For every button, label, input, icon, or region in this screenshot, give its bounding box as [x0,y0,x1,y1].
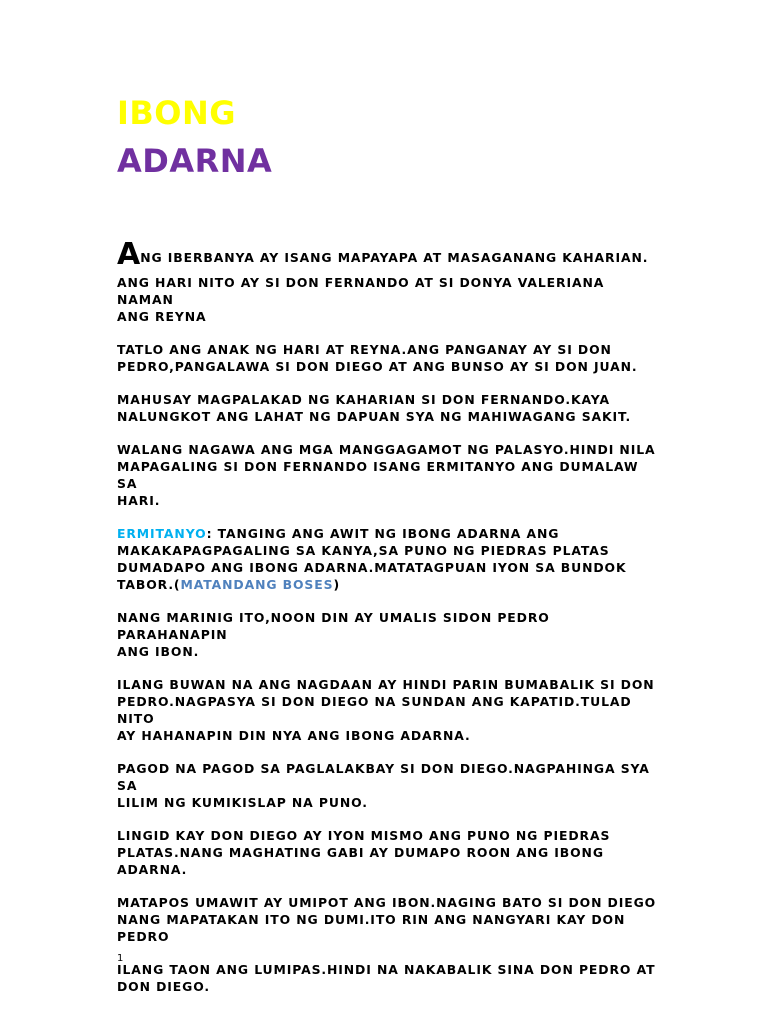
paragraph-2: TATLO ANG ANAK NG HARI AT REYNA.ANG PANGANAY AY SI DON PEDRO,PANGALAWA SI DON DIEGO AT ANG BUNSO AY SI DON JUAN. [117,342,638,374]
dialogue-aside: MATANDANG BOSES [180,577,334,592]
paragraph-6: NANG MARINIG ITO,NOON DIN AY UMALIS SIDON PEDRO PARAHANAPIN ANG IBON. [117,610,550,659]
drop-cap: A [117,237,141,272]
dialogue-paragraph [117,525,657,593]
speaker-colon: : [206,526,213,541]
paragraph-4: WALANG NAGAWA ANG MGA MANGGAGAMOT NG PALASYO.HINDI NILA MAPAGALING SI DON FERNANDO ISANG ERMITANYO ANG DUMALAW SA HARI. [117,442,656,508]
story-body [117,237,657,1011]
title-line-1: IBONG [117,94,237,132]
paragraph-10: MATAPOS UMAWIT AY UMIPOT ANG IBON.NAGING BATO SI DON DIEGO NANG MAPATAKAN ITO NG DUMI.ITO RIN ANG NANGYARI KAY DON PEDRO [117,895,657,944]
paragraph-11: ILANG TAON ANG LUMIPAS.HINDI NA NAKABALIK SINA DON PEDRO AT DON DIEGO. [117,962,656,994]
first-line-text: NG IBERBANYA AY ISANG MAPAYAPA AT MASAGANANG KAHARIAN. [140,250,649,265]
page-number: 1 [117,953,124,964]
paragraph-1: ANG HARI NITO AY SI DON FERNANDO AT SI DONYA VALERIANA NAMAN ANG REYNA [117,275,605,324]
paragraph-3: MAHUSAY MAGPALAKAD NG KAHARIAN SI DON FERNANDO.KAYA NALUNGKOT ANG LAHAT NG DAPUAN SYA NG MAHIWAGANG SAKIT. [117,392,632,424]
speaker-name: ERMITANYO [117,526,207,541]
dialogue-close: ) [333,577,341,592]
paragraph-8: PAGOD NA PAGOD SA PAGLALAKBAY SI DON DIEGO.NAGPAHINGA SYA SA LILIM NG KUMIKISLAP NA PUNO. [117,761,650,810]
dialogue-text: TANGING ANG AWIT NG IBONG ADARNA ANG MAKAKAPAGPAGALING SA KANYA,SA PUNO NG PIEDRAS PLATAS DUMADAPO ANG IBONG ADARNA.MATATAGPUAN IYON SA BUNDOK TABOR.( [117,526,627,592]
paragraph-7: ILANG BUWAN NA ANG NAGDAAN AY HINDI PARIN BUMABALIK SI DON PEDRO.NAGPASYA SI DON DIEGO NA SUNDAN ANG KAPATID.TULAD NITO AY HAHANAPIN DIN NYA ANG IBONG ADARNA. [117,677,655,743]
title-line-2: ADARNA [117,142,273,180]
paragraph-9: LINGID KAY DON DIEGO AY IYON MISMO ANG PUNO NG PIEDRAS PLATAS.NANG MAGHATING GABI AY DUMAPO ROON ANG IBONG ADARNA. [117,828,611,877]
first-line [117,237,657,272]
